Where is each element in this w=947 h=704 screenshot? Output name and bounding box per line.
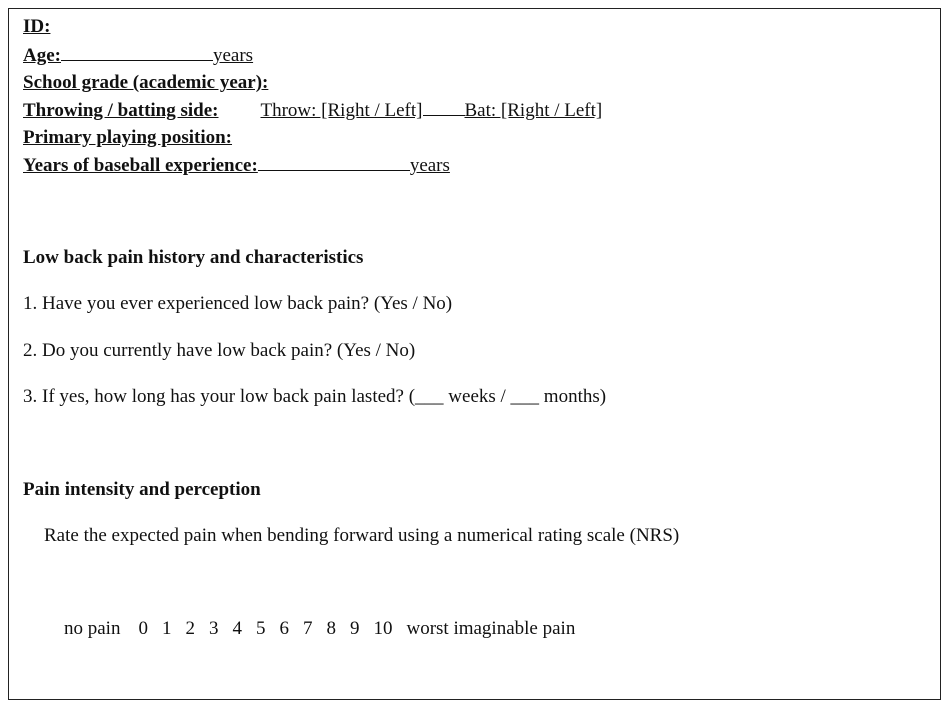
- age-row: [23, 44, 253, 67]
- side-gap-line: [423, 99, 465, 116]
- nrs-value[interactable]: 10: [373, 618, 393, 639]
- position-label: Primary playing position:: [23, 127, 233, 148]
- school-grade-label: School grade (academic year):: [23, 72, 269, 93]
- pain-heading: Pain intensity and perception: [23, 479, 261, 500]
- nrs-value[interactable]: 0: [138, 618, 148, 639]
- nrs-value[interactable]: 1: [161, 618, 172, 639]
- age-label: Age:: [23, 45, 61, 66]
- experience-row: [23, 154, 450, 177]
- question-2: 2. Do you currently have low back pain? (Yes / No): [23, 340, 416, 361]
- nrs-value[interactable]: 6: [279, 618, 289, 639]
- bat-option: Bat: [Right / Left]: [464, 100, 603, 121]
- lbp-heading: Low back pain history and characteristics: [23, 247, 364, 268]
- question-3: 3. If yes, how long has your low back pain lasted? (___ weeks / ___ months): [23, 386, 607, 407]
- experience-blank[interactable]: [258, 154, 410, 171]
- experience-unit: years: [409, 155, 450, 176]
- nrs-value[interactable]: 2: [185, 618, 195, 639]
- nrs-max-label: worst imaginable pain: [406, 618, 576, 639]
- nrs-value[interactable]: 8: [326, 618, 336, 639]
- nrs-value[interactable]: 5: [255, 618, 266, 639]
- side-label: Throwing / batting side:: [23, 100, 219, 121]
- age-blank[interactable]: [61, 44, 213, 61]
- nrs-value[interactable]: 4: [232, 618, 242, 639]
- experience-label: Years of baseball experience:: [23, 155, 258, 176]
- nrs-value[interactable]: 3: [208, 618, 219, 639]
- throw-option: Throw: [Right / Left]: [260, 100, 423, 121]
- nrs-min-label: no pain: [64, 618, 121, 639]
- nrs-scale: [64, 618, 575, 640]
- side-row: [23, 99, 602, 122]
- age-unit: years: [212, 45, 254, 66]
- nrs-value[interactable]: 9: [349, 618, 360, 639]
- id-label: ID:: [23, 16, 51, 37]
- nrs-instruction: Rate the expected pain when bending forward using a numerical rating scale (NRS): [44, 525, 680, 546]
- question-1: 1. Have you ever experienced low back pain? (Yes / No): [23, 293, 453, 314]
- nrs-value[interactable]: 7: [302, 618, 313, 639]
